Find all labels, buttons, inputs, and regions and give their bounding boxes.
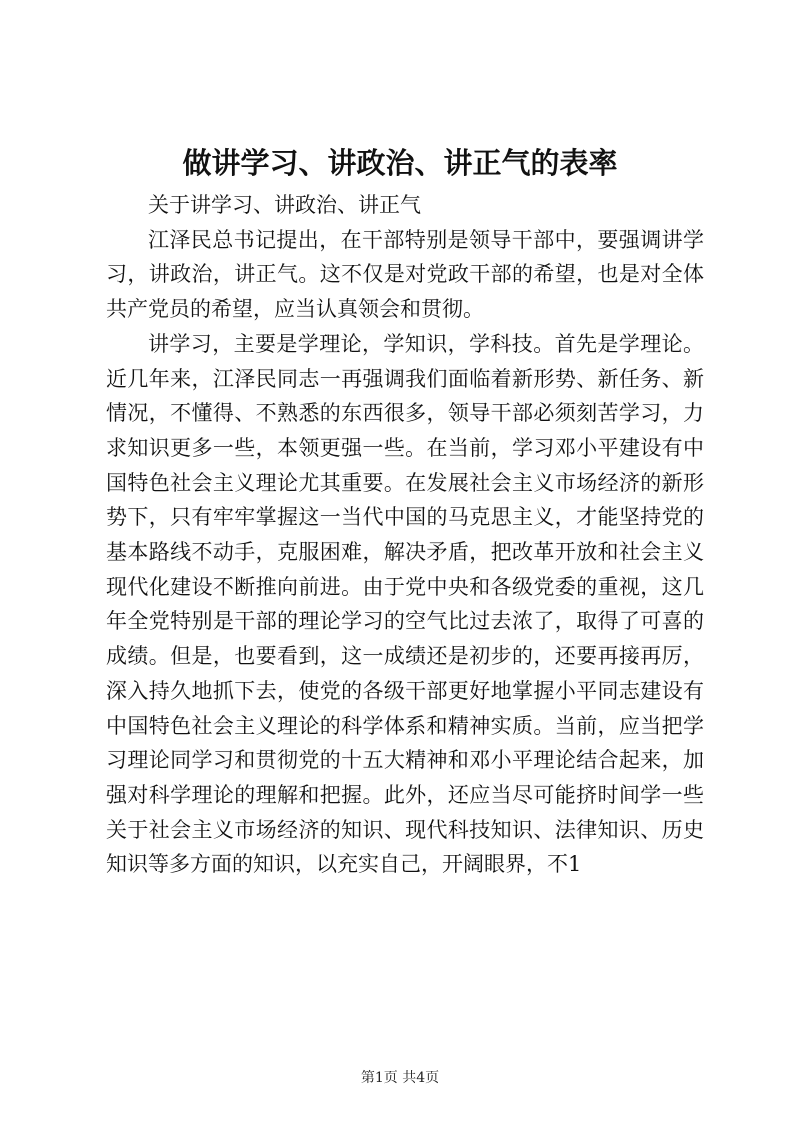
paragraph-study: 讲学习，主要是学理论，学知识，学科技。首先是学理论。近几年来，江泽民同志一再强调我们面临着新形势、新任务、新情况，不懂得、不熟悉的东西很多，领导干部必须刻苦学习，力求知识更多一些，本领更强一些。在当前，学习邓小平建设有中国特色社会主义理论尤其重要。在发展社会主义市场经济的新形势下，只有牢牢掌握这一当代中国的马克思主义，才能坚持党的基本路线不动手，克服困难，解决矛盾，把改革开放和社会主义现代化建设不断推向前进。由于党中央和各级党委的重视，这几年全党特别是干部的理论学习的空气比过去浓了，取得了可喜的成绩。但是，也要看到，这一成绩还是初步的，还要再接再厉，深入持久地抓下去，使党的各级干部更好地掌握小平同志建设有中国特色社会主义理论的科学体系和精神实质。当前，应当把学习理论同学习和贯彻党的十五大精神和邓小平理论结合起来，加强对科学理论的理解和把握。此外，还应当尽可能挤时间学一些关于社会主义市场经济的知识、现代科技知识、法律知识、历史知识等多方面的知识，以充实自己，开阔眼界，不1 bbox=[106, 331, 704, 877]
document-title: 做讲学习、讲政治、讲正气的表率 bbox=[182, 146, 618, 180]
page-number-footer: 第1页 共4页 bbox=[360, 1070, 440, 1086]
document-body bbox=[106, 188, 704, 882]
paragraph-intro: 江泽民总书记提出，在干部特别是领导干部中，要强调讲学习，讲政治，讲正气。这不仅是对党政干部的希望，也是对全体共产党员的希望，应当认真领会和贯彻。 bbox=[106, 227, 704, 322]
paragraph-subtitle: 关于讲学习、讲政治、讲正气 bbox=[148, 193, 421, 217]
